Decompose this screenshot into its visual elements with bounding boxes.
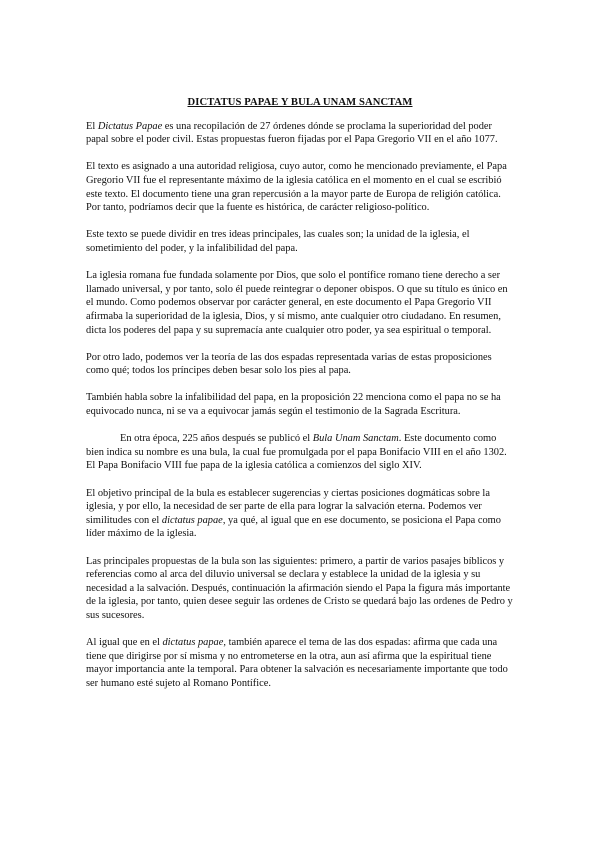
paragraph-2-text: El texto es asignado a una autoridad religiosa, cuyo autor, como he mencionado previamente, el Papa Gregorio VII fue el representante máximo de la iglesia católica en el momento en el cual se escribió este texto. El documento tiene una gran repercusión a la mayor parte de Europa de religión católica. Por tanto, podríamos decir que la fuente es histórica, de carácter religioso-político. <box>86 161 507 214</box>
paragraph-8-text-a: El objetivo principal de la bula es establecer sugerencias y ciertas posiciones dogmáticas sobre la iglesia, y por ello, la necesidad de ser parte de ella para lograr la salvación eterna. Podemos ver similitudes con el <box>86 487 490 526</box>
paragraph-1-text-b: es una recopilación de 27 órdenes dónde se proclama la superioridad del poder papal sobre el poder civil. Estas propuestas fueron fijadas por el Papa Gregorio VII en el año 1077. <box>86 120 498 146</box>
paragraph-10-italic: dictatus papae <box>162 637 224 649</box>
paragraph-5-text: Por otro lado, podemos ver la teoría de las dos espadas representada varias de estas proposiciones como qué; todos los príncipes deben besar solo los pies al papa. <box>86 351 492 377</box>
paragraph-4-text: La iglesia romana fue fundada solamente por Dios, que solo el pontífice romano tiene derecho a ser llamado universal, y por tanto, solo él puede reintegrar o deponer obispos. O que su título es único en el mundo. Como podemos observar por carácter general, en este documento el Papa Gregorio VII afirmaba la superioridad de la iglesia, Dios, y sí mismo, ante cualquier otro ciudadano. En resumen, dicta los poderes del papa y su supremacía ante cualquier otro poder, ya sea espiritual o temporal. <box>86 270 508 336</box>
paragraph-1-text-a: El <box>86 120 98 132</box>
paragraph-3-text: Este texto se puede dividir en tres ideas principales, las cuales son; la unidad de la iglesia, el sometimiento del poder, y la infalibilidad del papa. <box>86 229 470 254</box>
paragraph-7-italic: Bula Unam Sanctam <box>312 433 399 445</box>
paragraph-4 <box>86 269 514 337</box>
paragraph-7 <box>86 432 514 473</box>
document-title: DICTATUS PAPAE Y BULA UNAM SANCTAM <box>187 97 413 108</box>
paragraph-8-italic: dictatus papae <box>161 514 223 526</box>
paragraph-9-text: Las principales propuestas de la bula son las siguientes: primero, a partir de varios pasajes bíblicos y referencias como al arca del diluvio universal se declara y establece la unidad de la iglesia y su necesidad a la salvación. Después, continuación la afirmación siendo el Papa la figura más importante de la iglesia, por tanto, quien desee seguir las ordenes de Cristo se quedará bajo las ordenes de Pedro y sus sucesores. <box>86 555 513 621</box>
paragraph-8-text-b: , ya qué, al igual que en ese documento, se posiciona el Papa como líder máximo de la iglesia. <box>86 514 501 540</box>
paragraph-10-text-a: Al igual que en el <box>86 637 163 649</box>
paragraph-10 <box>86 636 514 690</box>
paragraph-6 <box>86 391 514 418</box>
paragraph-7-text-a: En otra época, 225 años después se publicó el <box>120 433 313 445</box>
paragraph-5 <box>86 351 514 378</box>
paragraph-8 <box>86 487 514 541</box>
paragraph-6-text: También habla sobre la infalibilidad del papa, en la proposición 22 menciona como el papa no se ha equivocado nunca, ni se va a equivocar jamás según el testimonio de la Sagrada Escritura. <box>86 392 501 418</box>
paragraph-10-text-b: , también aparece el tema de las dos espadas: afirma que cada una tiene que dirigirse por sí misma y no entrometerse en la otra, aun así afirma que la espiritual tiene mayor importancia ante la temporal. Para obtener la salvación es necesariamente importante que todo ser humano esté sujeto al Romano Pontífice. <box>86 637 508 689</box>
paragraph-1-italic: Dictatus Papae <box>97 120 163 132</box>
paragraph-1 <box>86 120 514 147</box>
paragraph-3 <box>86 228 514 255</box>
paragraph-7-text-b: . Este documento como bien indica su nombre es una bula, la cual fue promulgada por el papa Bonifacio VIII en el año 1302. El Papa Bonifacio VIII fue papa de la iglesia católica a comienzos del siglo XIV. <box>86 433 507 472</box>
paragraph-2 <box>86 160 514 214</box>
document-page <box>86 96 514 704</box>
paragraph-9 <box>86 555 514 623</box>
